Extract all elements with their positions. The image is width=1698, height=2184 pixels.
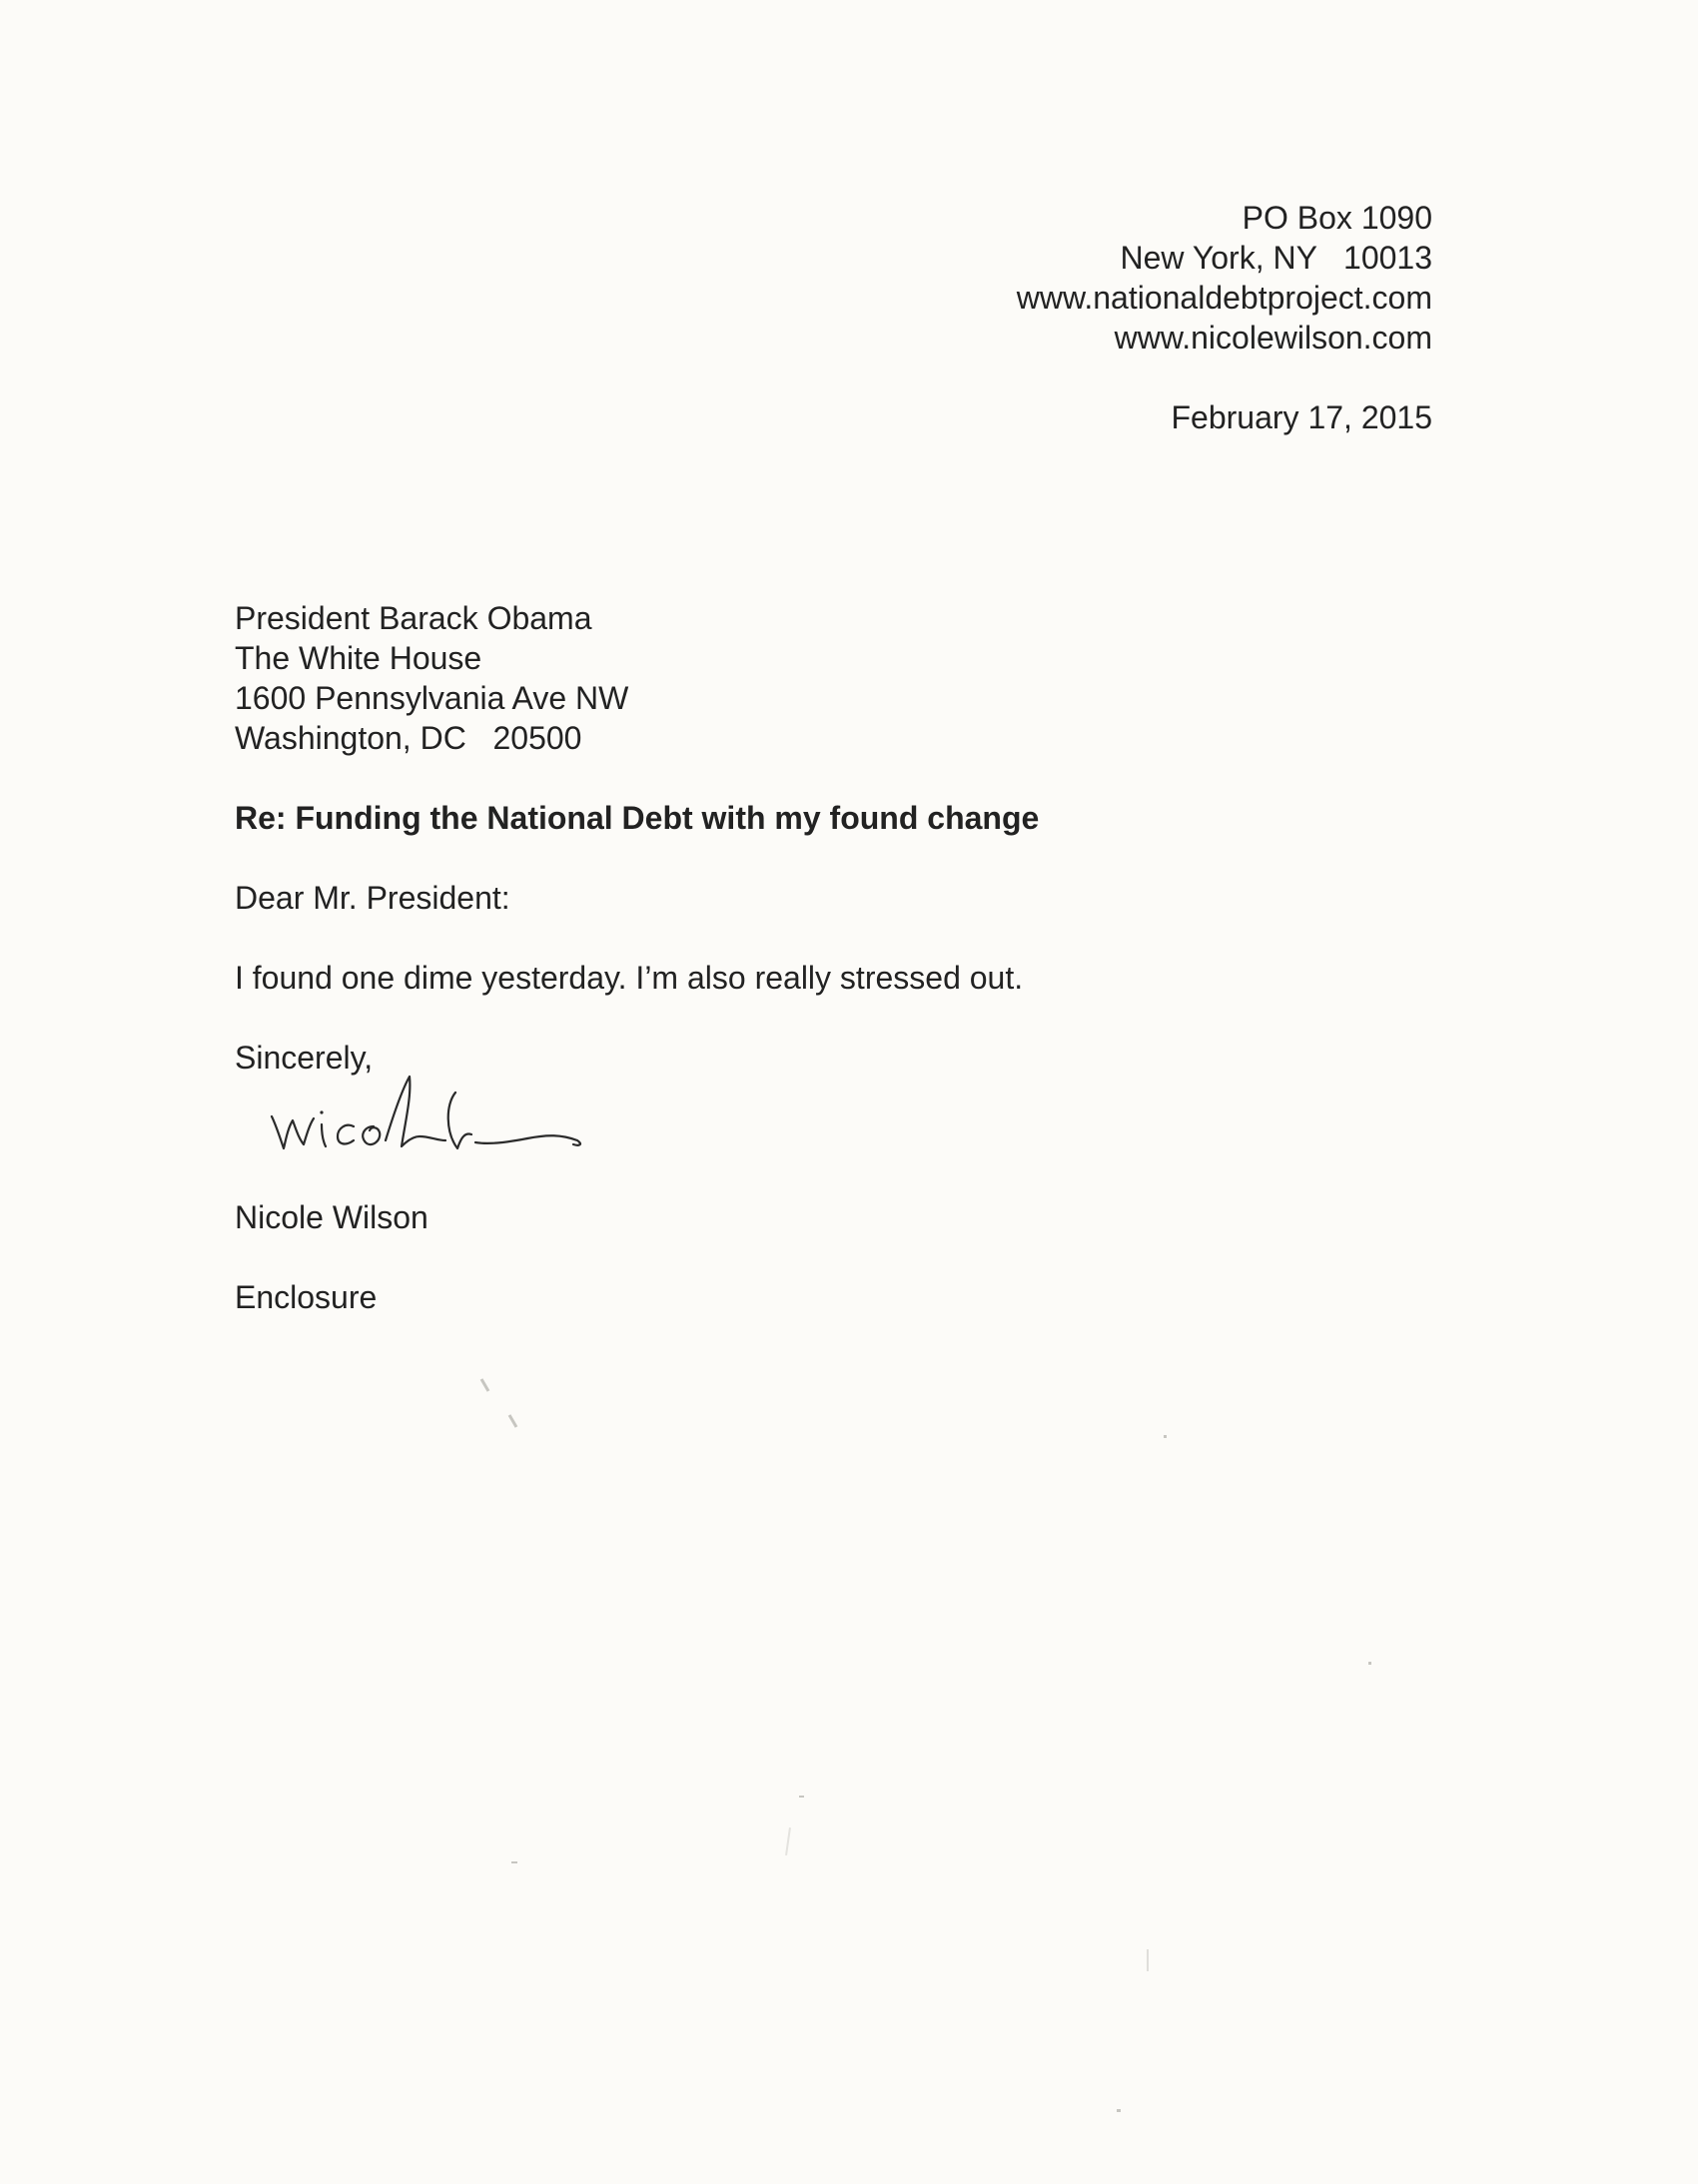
subject-line: Re: Funding the National Debt with my found change bbox=[235, 800, 1040, 836]
letter-date: February 17, 2015 bbox=[1171, 399, 1432, 435]
paper-speck bbox=[1117, 2109, 1121, 2112]
return-address bbox=[1017, 198, 1432, 358]
paper-speck bbox=[1164, 1435, 1167, 1438]
recipient-line: Washington, DC 20500 bbox=[235, 720, 582, 756]
return-address-line: PO Box 1090 bbox=[1242, 200, 1432, 236]
enclosure-note: Enclosure bbox=[235, 1279, 378, 1315]
salutation: Dear Mr. President: bbox=[235, 880, 510, 916]
handwritten-signature bbox=[262, 1063, 641, 1172]
paper-speck bbox=[480, 1378, 490, 1392]
return-address-line: www.nicolewilson.com bbox=[1114, 320, 1432, 356]
paper-speck bbox=[511, 1861, 517, 1863]
letter-body: I found one dime yesterday. I’m also really stressed out. bbox=[235, 960, 1024, 996]
recipient-address bbox=[235, 598, 628, 758]
recipient-line: The White House bbox=[235, 640, 482, 676]
recipient-line: 1600 Pennsylvania Ave NW bbox=[235, 680, 629, 716]
paper-speck bbox=[508, 1414, 518, 1428]
closing: Sincerely, bbox=[235, 1040, 374, 1076]
signer-name: Nicole Wilson bbox=[235, 1199, 428, 1235]
paper-speck bbox=[785, 1827, 791, 1855]
recipient-line: President Barack Obama bbox=[235, 600, 592, 636]
return-address-line: New York, NY 10013 bbox=[1120, 240, 1432, 276]
paper-speck bbox=[1147, 1949, 1149, 1971]
paper-speck bbox=[1368, 1662, 1371, 1665]
return-address-line: www.nationaldebtproject.com bbox=[1016, 280, 1432, 316]
paper-speck bbox=[799, 1796, 804, 1798]
